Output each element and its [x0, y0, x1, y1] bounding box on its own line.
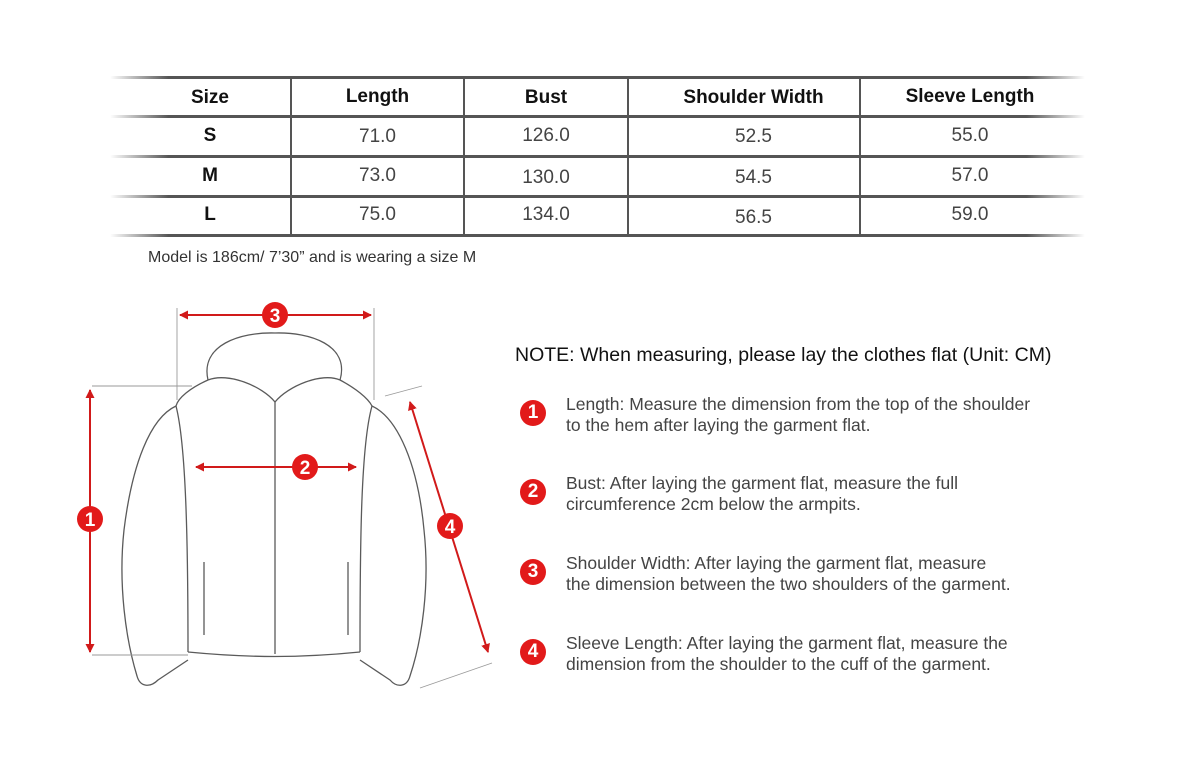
header-shoulder-width: Shoulder Width: [683, 87, 824, 108]
row-size-m: M: [202, 165, 218, 186]
svg-text:4: 4: [444, 517, 456, 538]
marker-2-badge: [292, 454, 318, 480]
cell-sleeve-length: 55.0: [951, 125, 989, 146]
cell-shoulder-width: 56.5: [735, 207, 772, 228]
note-line: Bust: After laying the garment flat, measure the full: [566, 473, 959, 493]
header-sleeve-length: Sleeve Length: [905, 86, 1035, 107]
guide-lines: [92, 308, 492, 688]
number-4-badge: 4: [520, 639, 546, 665]
cell-length: 73.0: [359, 165, 396, 186]
marker-4-badge: [437, 513, 463, 539]
jacket-measurement-diagram: [0, 290, 510, 710]
note-line: Shoulder Width: After laying the garment flat, measure: [566, 553, 987, 573]
cell-length: 75.0: [359, 204, 396, 225]
cell-sleeve-length: 57.0: [951, 165, 989, 186]
note-item-text: [566, 633, 1086, 675]
header-bust: Bust: [524, 87, 568, 108]
note-line: circumference 2cm below the armpits.: [566, 494, 861, 514]
note-line: the dimension between the two shoulders of the garment.: [566, 574, 1011, 594]
number-3-badge: 3: [520, 559, 546, 585]
svg-text:1: 1: [84, 510, 96, 531]
note-item-text: [566, 553, 1086, 595]
number-2-badge: 2: [520, 479, 546, 505]
svg-text:2: 2: [299, 458, 311, 479]
cell-bust: 134.0: [522, 204, 570, 225]
marker-1-badge: [77, 506, 103, 532]
note-line: Sleeve Length: After laying the garment flat, measure the: [566, 633, 1008, 653]
svg-text:3: 3: [269, 306, 281, 327]
cell-bust: 130.0: [522, 167, 570, 188]
note-line: Length: Measure the dimension from the top of the shoulder: [566, 394, 1031, 414]
note-title: NOTE: When measuring, please lay the clothes flat (Unit: CM): [515, 344, 1052, 366]
model-note: Model is 186cm/ 7’30” and is wearing a size M: [148, 249, 477, 266]
cell-length: 71.0: [359, 126, 396, 147]
note-item-text: [566, 394, 1086, 436]
size-table: [110, 76, 1085, 236]
marker-3-badge: [262, 302, 288, 328]
header-size: Size: [190, 87, 230, 108]
row-size-s: S: [203, 125, 217, 146]
note-line: dimension from the shoulder to the cuff of the garment.: [566, 654, 991, 674]
cell-bust: 126.0: [522, 125, 570, 146]
header-length: Length: [345, 86, 410, 107]
note-item-text: [566, 473, 1086, 515]
row-size-l: L: [204, 204, 216, 225]
cell-shoulder-width: 52.5: [735, 126, 772, 147]
number-1-badge: 1: [520, 400, 546, 426]
cell-sleeve-length: 59.0: [951, 204, 989, 225]
cell-shoulder-width: 54.5: [735, 167, 772, 188]
note-line: to the hem after laying the garment flat.: [566, 415, 871, 435]
